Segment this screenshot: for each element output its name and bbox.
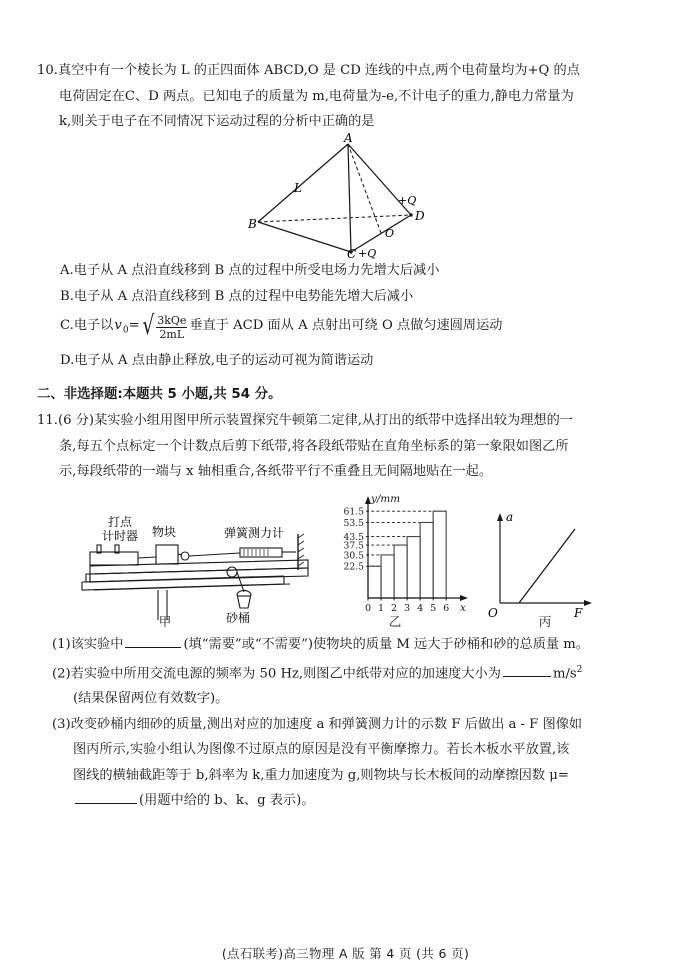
tetrahedron-figure <box>248 131 458 261</box>
question-10-number: 10. <box>37 63 58 78</box>
hook-ring <box>181 552 189 560</box>
edge-AB <box>258 144 348 222</box>
tape-segment <box>138 557 156 558</box>
aF-x-arrow <box>584 600 592 606</box>
apparatus-svg <box>72 512 322 624</box>
subquestion-1-part-2: (填“需要”或“不需要”)使物块的质量 M 远大于砂桶和砂的总质量 m。 <box>183 637 589 652</box>
sand-bucket <box>237 590 251 608</box>
subquestion-3-line-4 <box>52 788 667 814</box>
edge-AO-hidden <box>348 144 381 233</box>
option-C-variable: v <box>114 318 122 333</box>
subquestion-3-line-3: 图线的横轴截距等于 b,斜率为 k,重力加速度为 g,则物块与长木板间的动摩擦因数 μ= <box>73 767 569 783</box>
subquestion-1-key: (1) <box>52 637 71 652</box>
label-C: C <box>347 247 357 261</box>
label-A: A <box>344 131 353 145</box>
y-tick-37.5: 37.5 <box>343 540 364 552</box>
x-axis-label: x <box>460 602 466 614</box>
question-11 <box>37 408 662 485</box>
answer-blank-3[interactable] <box>75 790 137 804</box>
answer-blank-2[interactable] <box>503 663 551 677</box>
x-tick-3: 3 <box>404 603 411 614</box>
label-timer-line1: 打点 <box>108 515 133 529</box>
board-edge-left <box>86 574 90 582</box>
tetrahedron-svg <box>248 131 458 261</box>
aF-data-line <box>519 529 575 603</box>
bar-5-6 <box>433 511 446 598</box>
subquestion-3-line-1: 改变砂桶内细砂的质量,测出对应的加速度 a 和弹簧测力计的示数 F 后做出 a - F 图像如 <box>70 716 583 732</box>
option-B-text: 电子从 A 点沿直线移到 B 点的过程中电势能先增大后减小 <box>73 288 414 304</box>
option-C-key: C. <box>60 318 74 333</box>
aF-origin-label: O <box>488 606 498 620</box>
subquestion-3-key: (3) <box>52 716 71 732</box>
bar-3-4 <box>407 537 420 598</box>
aF-graph-figure <box>478 505 603 625</box>
spring-scale-graduations <box>244 549 268 556</box>
question-10-line-2: 电荷固定在C、D 两点。已知电子的质量为 m,电荷量为-e,不计电子的重力,静电力常量为 <box>59 88 574 104</box>
option-C-suffix: 垂直于 ACD 面从 A 点射出可绕 O 点做匀速圆周运动 <box>189 318 503 333</box>
label-D: D <box>415 209 425 223</box>
y-tick-22.5: 22.5 <box>343 561 364 573</box>
bar-1-2 <box>381 555 394 598</box>
edge-AC <box>348 144 351 252</box>
figure-caption-bing: 丙 <box>538 614 552 629</box>
wall-hatching <box>298 534 304 566</box>
question-10-text-1: 真空中有一个棱长为 L 的正四面体 ABCD,O 是 CD 连线的中点,两个电荷量均为+Q 的点 <box>57 63 580 78</box>
option-A-text: 电子从 A 点沿直线移到 B 点的过程中所受电场力先增大后减小 <box>73 263 440 278</box>
option-D-key: D. <box>60 352 75 368</box>
apparatus-figure <box>72 512 322 624</box>
label-O: O <box>385 227 395 240</box>
option-C[interactable] <box>60 309 660 348</box>
board-top <box>90 560 308 574</box>
question-11-line-1 <box>37 408 662 434</box>
spring-scale-body <box>240 548 282 557</box>
label-L: L <box>294 181 302 195</box>
question-11-line-3: 示,每段纸带的一端与 x 轴相重合,各纸带平行不重叠且无间隔地贴在一起。 <box>59 464 493 479</box>
point-D <box>409 213 412 216</box>
option-A[interactable] <box>60 258 660 284</box>
bar-4-5 <box>420 522 433 598</box>
option-C-numerator: 3kQe <box>157 313 187 327</box>
section-2-heading-text: 二、非选择题:本题共 5 小题,共 54 分。 <box>37 387 282 402</box>
option-B[interactable] <box>60 284 660 310</box>
aF-graph-svg <box>478 505 603 625</box>
subquestion-2-unit: m/s <box>552 665 577 681</box>
question-11-text-1: (6 分)某实验小组用图甲所示装置探究牛顿第二定律,从打出的纸带中选择出较为理想的一 <box>57 413 573 428</box>
subquestion-3 <box>52 712 667 738</box>
option-C-fraction <box>154 314 189 341</box>
answer-blank-1[interactable] <box>125 634 181 648</box>
bar-chart-svg <box>328 486 480 624</box>
label-timer-line2: 计时器 <box>102 529 139 543</box>
y-axis-label: y/mm <box>371 493 401 505</box>
subquestion-2-part-1: 若实验中所用交流电源的频率为 50 Hz,则图乙中纸带对应的加速度大小为 <box>70 665 501 681</box>
rail-1 <box>82 576 284 582</box>
label-spring-scale: 弹簧测力计 <box>224 526 285 540</box>
subquestion-2-key: (2) <box>52 665 71 681</box>
subquestion-1 <box>52 632 667 658</box>
option-B-key: B. <box>60 288 74 304</box>
label-B: B <box>248 217 257 231</box>
aF-ylabel: a <box>506 510 514 524</box>
board-side <box>90 568 308 582</box>
option-C-subscript: 0 <box>122 325 129 336</box>
x-tick-2: 2 <box>391 603 398 614</box>
question-10-line-3: k,则关于电子在不同情况下运动过程的分析中正确的是 <box>59 114 375 129</box>
bar-0-1 <box>368 566 381 598</box>
figure-caption-jia: 甲 <box>158 614 172 629</box>
subquestion-2-continuation: (结果保留两位有效数字)。 <box>73 691 229 707</box>
label-charge-D: +Q <box>398 194 417 207</box>
option-D-text: 电子从 A 点由静止释放,电子的运动可视为简谐运动 <box>74 352 374 368</box>
option-A-key: A. <box>60 263 74 278</box>
rail-3 <box>94 584 290 590</box>
radical-icon: √ <box>141 311 154 342</box>
option-C-prefix: 电子以 <box>73 318 114 333</box>
edge-BD-hidden <box>258 215 411 222</box>
x-tick-4: 4 <box>417 603 424 614</box>
question-11-line-2: 条,每五个点标定一个计数点后剪下纸带,将各段纸带贴在直角坐标系的第一象限如图乙所 <box>59 438 569 454</box>
question-11-subquestions <box>52 632 667 814</box>
subquestion-1-part-1: 该实验中 <box>70 637 124 652</box>
x-tick-1: 1 <box>377 603 385 614</box>
figure-caption-yi: 乙 <box>388 614 402 629</box>
page-footer: (点石联考)高三物理 A 版 第 4 页 (共 6 页) <box>221 946 470 961</box>
label-charge-C: +Q <box>358 247 377 260</box>
y-tick-30.5: 30.5 <box>343 550 364 562</box>
string-to-scale <box>189 553 240 556</box>
x-tick-0: 0 <box>364 603 372 614</box>
option-C-equals: = <box>128 318 140 333</box>
subquestion-3-line-4-text: (用题中给的 b、k、g 表示)。 <box>139 793 315 809</box>
subquestion-2 <box>52 658 667 687</box>
option-C-sqrt <box>140 313 190 340</box>
aF-y-arrow <box>497 513 503 521</box>
question-10-options <box>60 258 660 373</box>
question-10 <box>37 58 657 135</box>
x-tick-6: 6 <box>443 603 450 614</box>
rail-2 <box>82 576 284 590</box>
bar-2-3 <box>394 545 407 598</box>
subquestion-3-line-2: 图丙所示,实验小组认为图像不过原点的原因是没有平衡摩擦力。若长木板水平放置,该 <box>73 742 570 758</box>
string-to-bucket <box>237 572 244 592</box>
y-tick-61.5: 61.5 <box>343 506 364 518</box>
option-C-denominator: 2mL <box>159 327 185 341</box>
edge-BC <box>258 222 351 252</box>
y-tick-43.5: 43.5 <box>343 531 364 543</box>
subquestion-2-unit-exp: 2 <box>576 664 583 675</box>
option-D[interactable] <box>60 348 660 374</box>
label-block: 物块 <box>152 525 177 539</box>
x-tick-5: 5 <box>430 603 437 614</box>
timer-body <box>90 552 138 565</box>
section-2-heading <box>37 383 282 402</box>
x-axis-arrow <box>460 595 468 601</box>
bar-chart-figure <box>328 486 480 624</box>
y-tick-53.5: 53.5 <box>343 517 364 529</box>
aF-xlabel: F <box>574 606 583 620</box>
block-body <box>156 545 178 564</box>
question-10-line-1 <box>37 58 657 84</box>
label-sand-bucket: 砂桶 <box>226 611 251 625</box>
question-11-number: 11. <box>37 413 58 428</box>
pulley <box>227 567 237 577</box>
